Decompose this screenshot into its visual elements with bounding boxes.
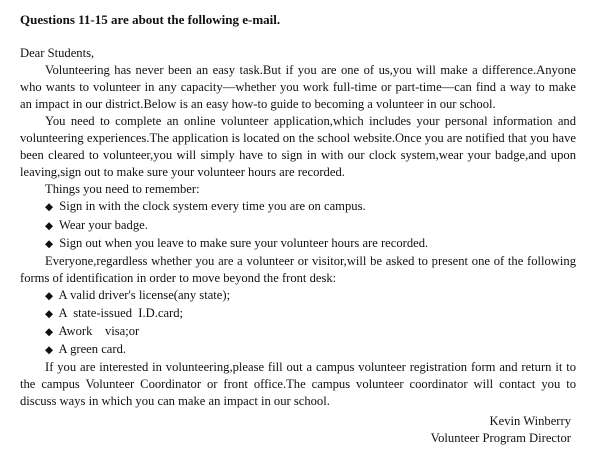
list-item: [20, 235, 576, 253]
list-item: [20, 198, 576, 216]
list-item: [20, 341, 576, 359]
list-item: [20, 287, 576, 305]
list-item-text: A green card.: [58, 341, 127, 356]
signature-title: Volunteer Program Director: [430, 431, 571, 446]
list-item: [20, 305, 576, 323]
signature-name: Kevin Winberry: [489, 414, 571, 429]
diamond-bullet-icon: ◆: [45, 307, 54, 320]
list-item-text: Sign in with the clock system every time you are on campus.: [59, 199, 366, 214]
paragraph-closing: If you are interested in volunteering,please fill out a campus volunteer registration form and return it to the campus Volunteer Coordinator or front office.The campus volunteer coordinator will contact you to discuss ways in which you can make an impact in our school.: [20, 359, 576, 408]
diamond-bullet-icon: ◆: [45, 237, 54, 250]
list-item: [20, 323, 576, 341]
diamond-bullet-icon: ◆: [45, 343, 54, 356]
salutation: Dear Students,: [20, 46, 95, 61]
list-item-text: A state-issued I.D.card;: [58, 305, 184, 320]
remember-list: [20, 198, 576, 252]
paragraph-application: You need to complete an online volunteer application,which includes your personal information and volunteering experiences.The application is located on the school website.Once you are notified that you have been cleared to volunteer,you will simply have to sign in with our clock system,wear your badge,and upon leaving,sign out to make sure your volunteer hours are recorded.: [20, 114, 576, 180]
question-heading: Questions 11-15 are about the following e-mail.: [20, 12, 281, 27]
list-item-text: Awork visa;or: [58, 323, 140, 338]
list-item-text: A valid driver's license(any state);: [58, 287, 231, 302]
list-item-text: Wear your badge.: [59, 217, 148, 232]
list-item: [20, 217, 576, 235]
list-item-text: Sign out when you leave to make sure your volunteer hours are recorded.: [59, 235, 429, 250]
diamond-bullet-icon: ◆: [45, 201, 54, 214]
paragraph-identification: Everyone,regardless whether you are a volunteer or visitor,will be asked to present one of the following forms of identification in order to move beyond the front desk:: [20, 253, 576, 285]
diamond-bullet-icon: ◆: [45, 325, 54, 338]
diamond-bullet-icon: ◆: [45, 289, 54, 302]
signature-block: [20, 413, 571, 447]
identification-list: [20, 287, 576, 359]
remember-intro: Things you need to remember:: [45, 182, 200, 197]
paragraph-intro: Volunteering has never been an easy task.But if you are one of us,you will make a difference.Anyone who wants to volunteer in any capacity—whether you work full-time or part-time—can find a way to make an impact in our district.Below is an easy how-to guide to becoming a volunteer in our school.: [20, 63, 576, 112]
diamond-bullet-icon: ◆: [45, 219, 54, 232]
email-document: [20, 11, 576, 447]
